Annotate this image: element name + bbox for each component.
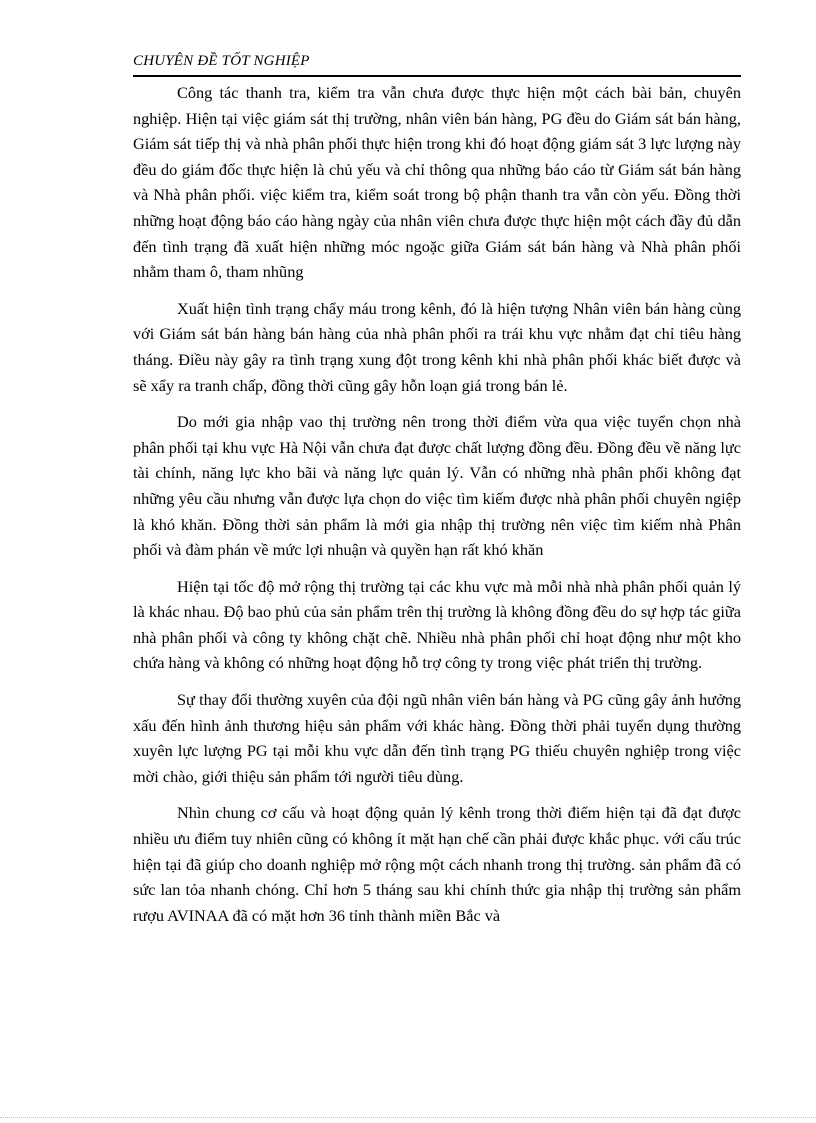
- paragraph-distributor-selection: Do mới gia nhập vao thị trường nên trong thời điểm vừa qua việc tuyển chọn nhà phân phối tại khu vực Hà Nội vẫn chưa đạt được chất lượng đồng đều. Đồng đều về năng lực tài chính, năng lực kho bãi và năng lực quản lý. Vẫn có những nhà phân phối không đạt những yêu cầu nhưng vẫn được lựa chọn do việc tìm kiếm được nhà phân phối chuyên ngiệp là khó khăn. Đồng thời sản phẩm là mới gia nhập thị trường nên việc tìm kiếm nhà Phân phối và đàm phán về mức lợi nhuận và quyền hạn rất khó khăn: [133, 412, 741, 560]
- paragraph-staff-turnover: Sự thay đổi thường xuyên của đội ngũ nhân viên bán hàng và PG cũng gây ảnh hưởng xấu đến hình ảnh thương hiệu sản phẩm với khác hàng. Đồng thời phải tuyển dụng thường xuyên lực lượng PG tại mỗi khu vực dẫn đến tình trạng PG thiếu chuyên nghiệp trong việc mời chào, giới thiệu sản phẩm tới người tiêu dùng.: [133, 690, 741, 786]
- paragraph-inspection: Công tác thanh tra, kiểm tra vẫn chưa được thực hiện một cách bài bản, chuyên nghiệp. Hiện tại việc giám sát thị trường, nhân viên bán hàng, PG đều do Giám sát bán hàng, Giám sát tiếp thị và nhà phân phối thực hiện trong khi đó hoạt động giám sát 3 lực lượng này đều do giám đốc thực hiện là chủ yếu và chỉ thông qua những báo cáo từ Giám sát bán hàng và Nhà phân phối. việc kiểm tra, kiểm soát trong bộ phận thanh tra vẫn còn yếu. Đồng thời những hoạt động báo cáo hàng ngày của nhân viên chưa được thực hiện một cách đầy đủ dẫn đến tình trạng đã xuất hiện những móc ngoặc giữa Giám sát bán hàng và Nhà phân phối nhằm tham ô, tham nhũng: [133, 83, 741, 282]
- paragraph-market-expansion: Hiện tại tốc độ mở rộng thị trường tại các khu vực mà mỗi nhà nhà phân phối quản lý là khác nhau. Độ bao phủ của sản phẩm trên thị trường là không đồng đều do sự hợp tác giữa nhà phân phối và công ty không chặt chẽ. Nhiều nhà phân phối chỉ hoạt động như một kho chứa hàng và không có những hoạt động hỗ trợ công ty trong việc phát triển thị trường.: [133, 576, 741, 673]
- paragraph-overall-assessment: Nhìn chung cơ cấu và hoạt động quản lý kênh trong thời điểm hiện tại đã đạt được nhiều ưu điểm tuy nhiên cũng có không ít mặt hạn chế cần phải được khắc phục. với cấu trúc hiện tại đã giúp cho doanh nghiệp mở rộng một cách nhanh trong thị trường. sản phẩm đã có sức lan tỏa nhanh chóng. Chỉ hơn 5 tháng sau khi chính thức gia nhập thị trường sản phẩm rượu AVINAA đã có mặt hơn 36 tỉnh thành miền Bắc và: [133, 803, 741, 925]
- paragraph-channel-leakage: Xuất hiện tình trạng chẩy máu trong kênh, đó là hiện tượng Nhân viên bán hàng cùng với Giám sát bán hàng bán hàng của nhà phân phối ra trái khu vực nhằm đạt chỉ tiêu hàng tháng. Điều này gây ra tình trạng xung đột trong kênh khi nhà phân phối khác biết được và sẽ xẩy ra tranh chấp, đồng thời cũng gây hỗn loạn giá trong bán lẻ.: [133, 298, 741, 395]
- page-bottom-border: [0, 1117, 816, 1118]
- body-text: [133, 80, 741, 939]
- running-header: CHUYÊN ĐỀ TỐT NGHIỆP: [133, 52, 741, 77]
